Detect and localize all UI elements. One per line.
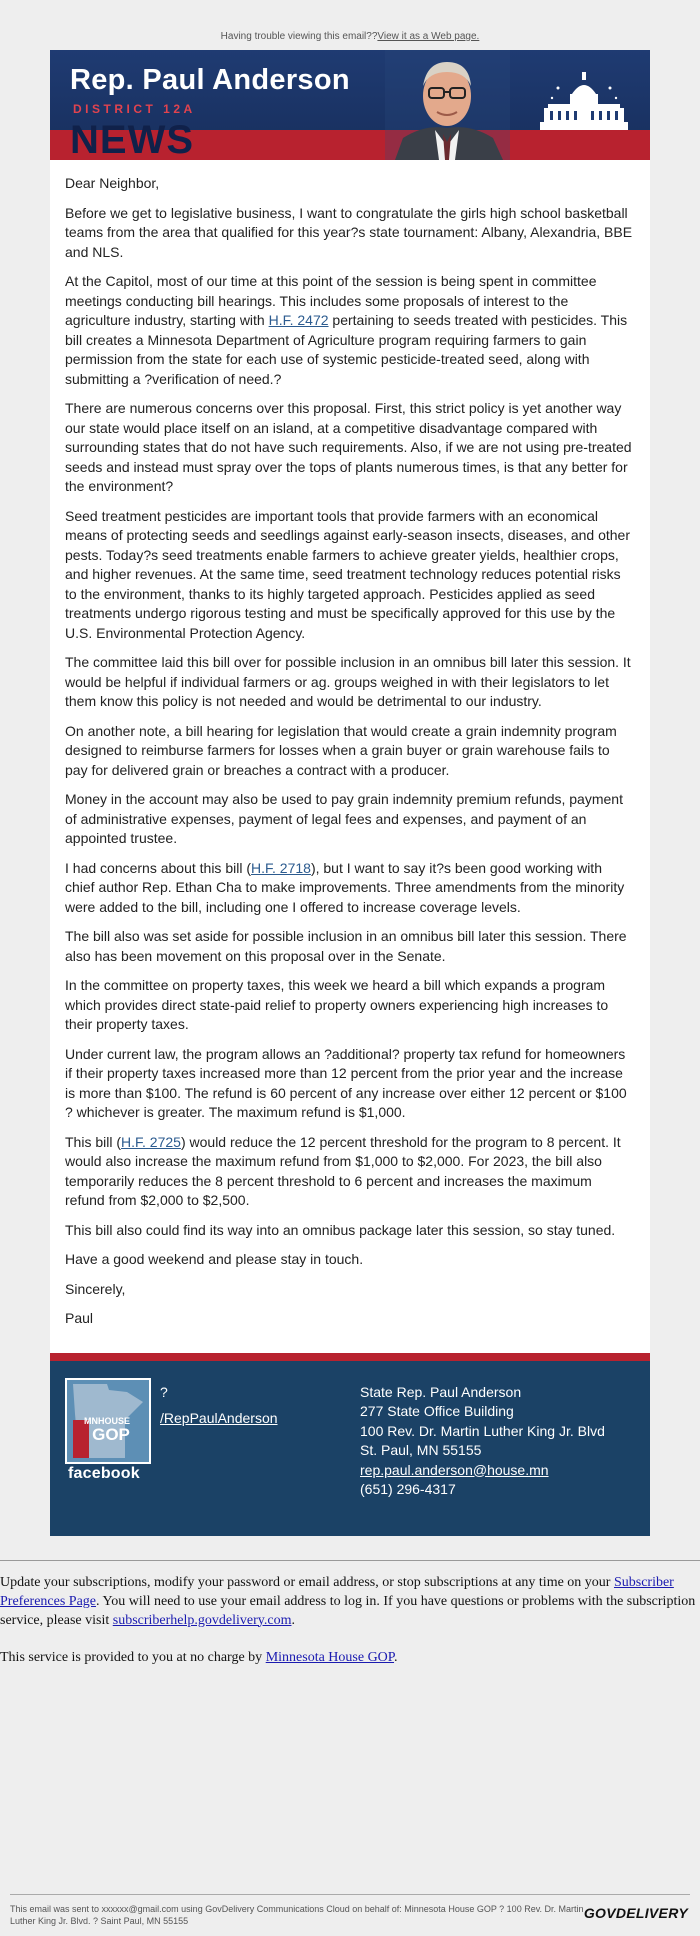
- paragraph-seed-treatment: Seed treatment pesticides are important tools that provide farmers with an economical means of protecting seeds and seedlings against early-season insects, diseases, and other pests. Today?s seed treatments enable farmers to achieve greater yields, healthier crops, and higher revenues. At the same time, seed treatment technology reduces potential risks to the environment, thanks to its highly targeted approach. Pesticides applied as seed treatments undergo rigorous testing and must be specifically approved for this use by the U.S. Environmental Protection Agency.: [65, 507, 631, 641]
- minnesota-map-icon: [67, 1380, 149, 1462]
- capitol-building-icon: [540, 72, 628, 130]
- footer-red-stripe: [50, 1353, 650, 1361]
- facebook-label: facebook: [68, 1464, 140, 1482]
- view-web-page-link[interactable]: View it as a Web page.: [377, 31, 480, 42]
- paragraph-hf2725: This bill (H.F. 2725) would reduce the 12 percent threshold for the program to 8 percent. It would also increase the maximum refund from $1,000 to $2,000. For 2023, the bill also temporarily reduces the 8 percent threshold to 6 percent and increases the maximum refund from $2,000 to $2,500.: [65, 1133, 621, 1208]
- letter-body: [50, 160, 650, 1353]
- contact-email-link[interactable]: rep.paul.anderson@house.mn: [360, 1461, 549, 1478]
- rep-portrait-photo: [385, 50, 510, 160]
- govdelivery-footer: [10, 1894, 690, 1927]
- contact-footer: [50, 1361, 650, 1536]
- facebook-handle-link[interactable]: /RepPaulAnderson: [160, 1409, 278, 1426]
- header-banner: [50, 50, 650, 160]
- paragraph-property-taxes: In the committee on property taxes, this week we heard a bill which expands a program which provides direct state-paid relief to property owners experiencing high increases to their property taxes.: [65, 977, 609, 1032]
- svg-text:MNHOUSE: MNHOUSE: [83, 1415, 131, 1426]
- contact-name: State Rep. Paul Anderson: [360, 1383, 522, 1400]
- govdelivery-logo: GOVDELIVERY: [583, 1905, 688, 1921]
- paragraph-concerns: There are numerous concerns over this proposal. First, this strict policy is yet another way our state would place itself on an island, at a competitive disadvantage compared with surrounding states that do not have such requirements. Also, if we are not using pre-treated seeds and instead must spray over the tops of plants numerous times, is that any better for the environment?: [65, 400, 632, 494]
- contact-phone: (651) 296-4317: [360, 1481, 456, 1497]
- contact-info: [360, 1383, 605, 1500]
- hf-2725-link[interactable]: H.F. 2725: [121, 1133, 181, 1150]
- banner-news-word: NEWS: [70, 118, 194, 160]
- paragraph-grain-indemnity: On another note, a bill hearing for legislation that would create a grain indemnity program designed to reimburse farmers for losses when a grain buyer or grain warehouse fails to pay for delivered grain or breaches a contract with a producer.: [65, 722, 617, 778]
- signature: Paul: [65, 1310, 94, 1326]
- closing: Sincerely,: [65, 1280, 126, 1297]
- paragraph-omnibus: This bill also could find its way into an omnibus package later this session, so stay tuned.: [65, 1221, 616, 1238]
- paragraph-current-law: Under current law, the program allows an ?additional? property tax refund for homeowners if their property taxes increased more than 12 percent from the prior year and the increase is more than $100. The refund is 60 percent of any increase over either 12 percent or $100 ? whichever is greater. The maximum refund is $1,000.: [65, 1045, 627, 1120]
- contact-office: 277 State Office Building: [360, 1403, 514, 1419]
- svg-text:GOP: GOP: [92, 1424, 130, 1444]
- paragraph-committee: The committee laid this bill over for possible inclusion in an omnibus bill later this session. It would be helpful if individual farmers or ag. groups weighed in with their legislators to let them know this policy is not needed and would be detrimental to our industry.: [65, 654, 631, 709]
- newsletter-email: [50, 50, 650, 1536]
- paragraph-weekend: Have a good weekend and please stay in touch.: [65, 1251, 364, 1267]
- service-provided-paragraph: This service is provided to you at no charge by Minnesota House GOP.: [0, 1649, 398, 1665]
- paragraph-hf2718: I had concerns about this bill (H.F. 2718), but I want to say it?s been good working with chief author Rep. Ethan Cha to make improvements. Three amendments from the minority were added to the bill, including one I offered to increase coverage levels.: [65, 859, 625, 915]
- paragraph-account-use: Money in the account may also be used to pay grain indemnity premium refunds, payment of administrative expenses, payment of legal fees and expenses, and payment of an appointed trustee.: [65, 791, 623, 846]
- subscriber-help-link[interactable]: subscriberhelp.govdelivery.com: [112, 1612, 292, 1628]
- contact-city: St. Paul, MN 55155: [360, 1442, 482, 1458]
- mnhouse-gop-logo[interactable]: [65, 1378, 151, 1464]
- hf-2472-link[interactable]: H.F. 2472: [268, 312, 329, 328]
- paragraph-congratulations: Before we get to legislative business, I want to congratulate the girls high school basketball teams from the area that qualified for this year?s state tournament: Albany, Alexandria, BBE and NLS.: [65, 204, 633, 260]
- hf-2718-link[interactable]: H.F. 2718: [251, 859, 311, 876]
- banner-rep-name: Rep. Paul Anderson: [70, 64, 350, 96]
- facebook-question-mark: ?: [160, 1383, 168, 1400]
- paragraph-seed-bill: At the Capitol, most of our time at this point of the session is being spent in committee meetings conducting bill hearings. This includes some proposals of interest to the agriculture industry, starting with H.F. 2472 pertaining to seeds treated with pesticides. This bill creates a Minnesota Department of Agriculture program requiring farmers to gain permission from the state for each use of systemic pesticide-treated seed, along with submitting a ?verification of need.?: [65, 273, 628, 387]
- subscriber-preferences-link[interactable]: Subscriber Preferences Page: [0, 1574, 674, 1609]
- sent-to-notice: This email was sent to xxxxxx@gmail.com using GovDelivery Communications Cloud on behalf of: Minnesota House GOP ? 100 Rev. Dr. Martin Luther King Jr. Blvd. ? Saint Paul, MN 55155: [10, 1904, 584, 1926]
- paragraph-set-aside: The bill also was set aside for possible inclusion in an omnibus bill later this session. There also has been movement on this proposal over in the Senate.: [65, 928, 627, 964]
- greeting: Dear Neighbor,: [65, 175, 160, 191]
- minnesota-house-gop-link[interactable]: Minnesota House GOP: [265, 1649, 395, 1665]
- subscription-notice: [0, 1560, 700, 1667]
- view-online-bar: [0, 0, 700, 50]
- trouble-viewing-text: Having trouble viewing this email??: [220, 31, 378, 42]
- contact-street: 100 Rev. Dr. Martin Luther King Jr. Blvd: [360, 1422, 605, 1439]
- subscription-paragraph: Update your subscriptions, modify your password or email address, or stop subscriptions at any time on your Subscriber Preferences Page. You will need to use your email address to log in. If you have questions or problems with the subscription service, please visit subscriberhelp.govdelivery.com.: [0, 1574, 696, 1628]
- banner-district: DISTRICT 12A: [73, 102, 196, 116]
